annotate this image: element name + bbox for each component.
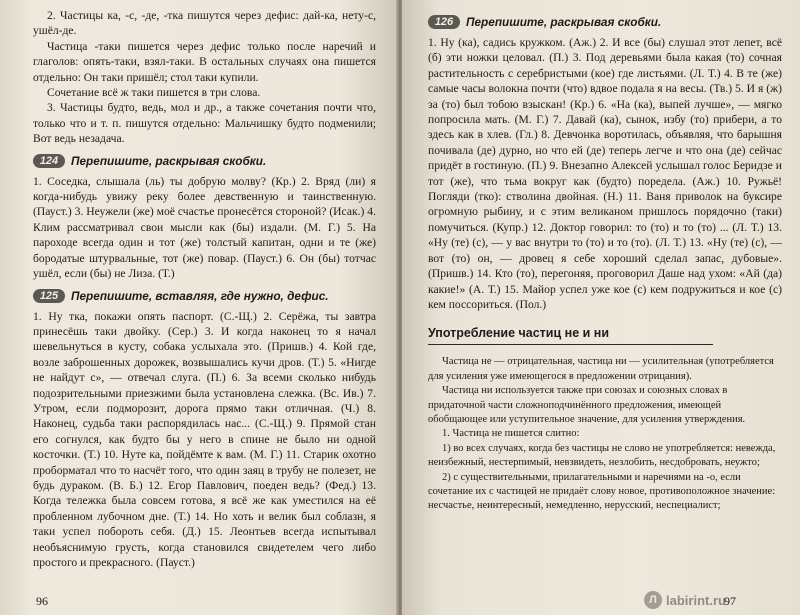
rule-paragraph: 3. Частицы будто, ведь, мол и др., а также сочетания почти что, только что и т. п. пишутся отдельно: Мальчишку будто подменили; Вот ведь незадача. (33, 101, 376, 146)
rule-paragraph: 2) с существительными, прилагательными и наречиями на -о, если сочетание их с частицей не придаёт слову новое, противоположное значение: несчастье, неинтересный, немедленно, нерусский, неспециалист; (428, 471, 776, 512)
exercise-125-heading (33, 289, 376, 303)
rule-paragraph: 1) во всех случаях, когда без частицы не слово не употребляется: невежда, неизбежный, нестерпимый, невзвидеть, незлобить, несдобровать, неужто; (428, 442, 776, 469)
exercise-number-badge: 124 (33, 154, 65, 168)
exercise-title: Перепишите, раскрывая скобки. (466, 15, 662, 29)
exercise-title: Перепишите, раскрывая скобки. (71, 153, 267, 168)
exercise-125-text: 1. Ну тка, покажи опять паспорт. (С.-Щ.) 2. Серёжа, ты завтра принесёшь таки двойку. (Сер.) 3. И когда наконец то я начал шевельнуться в кусту, собака услыхала это. (Пришв.) 4. Кой где, возле заброшенных дорожек, возвышались кучи дров. (Т.) 5. «Нигде не найдут с», — отвечал слуга. (П.) 6. За всеми сколько нибудь подозрительными приезжими была установлена слежка. (Вс. Ив.) 7. Утром, если подморозит, дорога прямо таки отличная. (Ч.) 8. Наконец, судьба таки распорядилась нас... (С.-Щ.) 9. Прямой стан его согнулся, как будто бы у него в спине не было ни одной косточки. (Т.) 10. Нуте ка, пойдёмте к вам. (М. Г.) 11. Старик охотно проборматал что то насчёт того, что один заяц в трубу не полезет, не будь дураком. (В. Б.) 12. Егор Павлович, поеден ведь? (Фед.) 13. Когда тележка была совсем готова, я всё же как уместился на её пробленном лубочном дне. (Т.) 14. Но хоть и велик был соблазн, я таки успел побороть себя. (Д.) 15. Леонтьев всегда испытывал необъяснимую грусть, когда становился свидетелем чего либо простого и прекрасного. (Пауст.) (33, 309, 376, 569)
rule-paragraph: Частица ни используется также при союзах и союзных словах в придаточной части сложноподчинённого предложения, имеющей обобщающее или уступительное значение, для усиления утверждения. (428, 385, 746, 425)
section-title: Употребление частиц не и ни (428, 326, 713, 345)
exercise-number-badge: 126 (428, 15, 460, 29)
exercise-number-badge: 125 (33, 289, 65, 303)
rule-paragraph: Сочетание всё ж таки пишется в три слова. (47, 86, 261, 100)
rule-paragraph: 2. Частицы ка, -с, -де, -тка пишутся через дефис: дай-ка, нету-с, ушёл-де. (33, 9, 376, 38)
labirint-watermark (644, 589, 794, 611)
exercise-124-heading (33, 154, 376, 168)
exercise-title: Перепишите, вставляя, где нужно, дефис. (71, 288, 329, 303)
exercise-126-text: 1. Ну (ка), садись кружком. (Аж.) 2. И все (бы) слушал этот лепет, всё (б) эти ножки целовал. (П.) 3. Под деревьями была какая (то) сочная растительность с серебристыми (кое) где листьями. (Л. Т.) 4. В те (же) самые часы волокна почти (что) вдвое подала я на весы. (Тв.) 5. И я (ж) за (то) был тобою взыскан! (Кр.) 6. «На (ка), выпей лучше», — мягко попросила мать. (М. Г.) 7. Давай (ка), сынок, избу (то) прибери, а то здесь как в хлев. (Гл.) 8. Девчонка воротилась, объявляя, что барышня почивала (де) дурно, но что ей (де) теперь легче и что она (де) сейчас придёт в гостиную. (П.) 9. Внезапно Алексей услышал голос Беридзе и тот (же), что тьма вокруг как (будто) поредела. (Аж.) 10. Ружьё! Погляди (тко): стволина двойная. (Н.) 11. Ваня приволок на буксире огромную рыбину, и с этим великаном пришлось порядочно (таки) помучиться. (Купр.) 12. Доктор говорил: то (то) и то (то) ... (Л. Т.) 13. «Ну (те) (с), — у вас внутри то (то) и то (то). (Л. Т.) 13. «Ну (те) (с), — вот (то) он, — дровец я себе хороший сделал запас, дубовые». (Пришв.) 14. Кто (то), перегоняя, проговорил Даше над ухом: «Ай (да) какие!» (А. Т.) 15. Майор успел уже кое (с) кем подружиться и кое (с) кем поссориться. (Пол.) (428, 36, 782, 311)
rule-paragraph: Частица -таки пишется через дефис только после наречий и глаголов: опять-таки, взял-таки. В остальных случаях она пишется отдельно: Он таки пришёл; стол таки купили. (33, 39, 376, 84)
rule-paragraph: 1. Частица не пишется слитно: (442, 428, 580, 440)
exercise-124-text: 1. Соседка, слышала (ль) ты добрую молву? (Кр.) 2. Вряд (ли) я когда-нибудь увижу реку более девственную и таинственную. (Пауст.) 3. Неужели (же) моё счастье пронесётся стороной? (Исак.) 4. Клим рассматривал свои мысли как (бы) издали. (М. Г.) 5. На пароходе всегда один и тот (же) толстый капитан, одни и те (же) бородатые штурвальные, тот (же) повар. (Пауст.) 6. Он (бы) тотчас ушёл, если (бы) не Лиза. (Т.) (33, 174, 376, 281)
right-page (402, 0, 800, 615)
page-number: 96 (36, 594, 48, 608)
labirint-logo-icon: Л (644, 591, 662, 609)
exercise-126-heading (428, 15, 782, 29)
rule-paragraph: Частица не — отрицательная, частица ни — усилительная (употребляется для усиления уже имеющегося в предложении отрицания). (428, 356, 774, 382)
intro-block (33, 8, 376, 147)
rules-block (428, 355, 782, 513)
page-number: 97 (724, 594, 736, 608)
watermark-text: labirint.ru (666, 592, 726, 608)
left-page (0, 0, 398, 615)
